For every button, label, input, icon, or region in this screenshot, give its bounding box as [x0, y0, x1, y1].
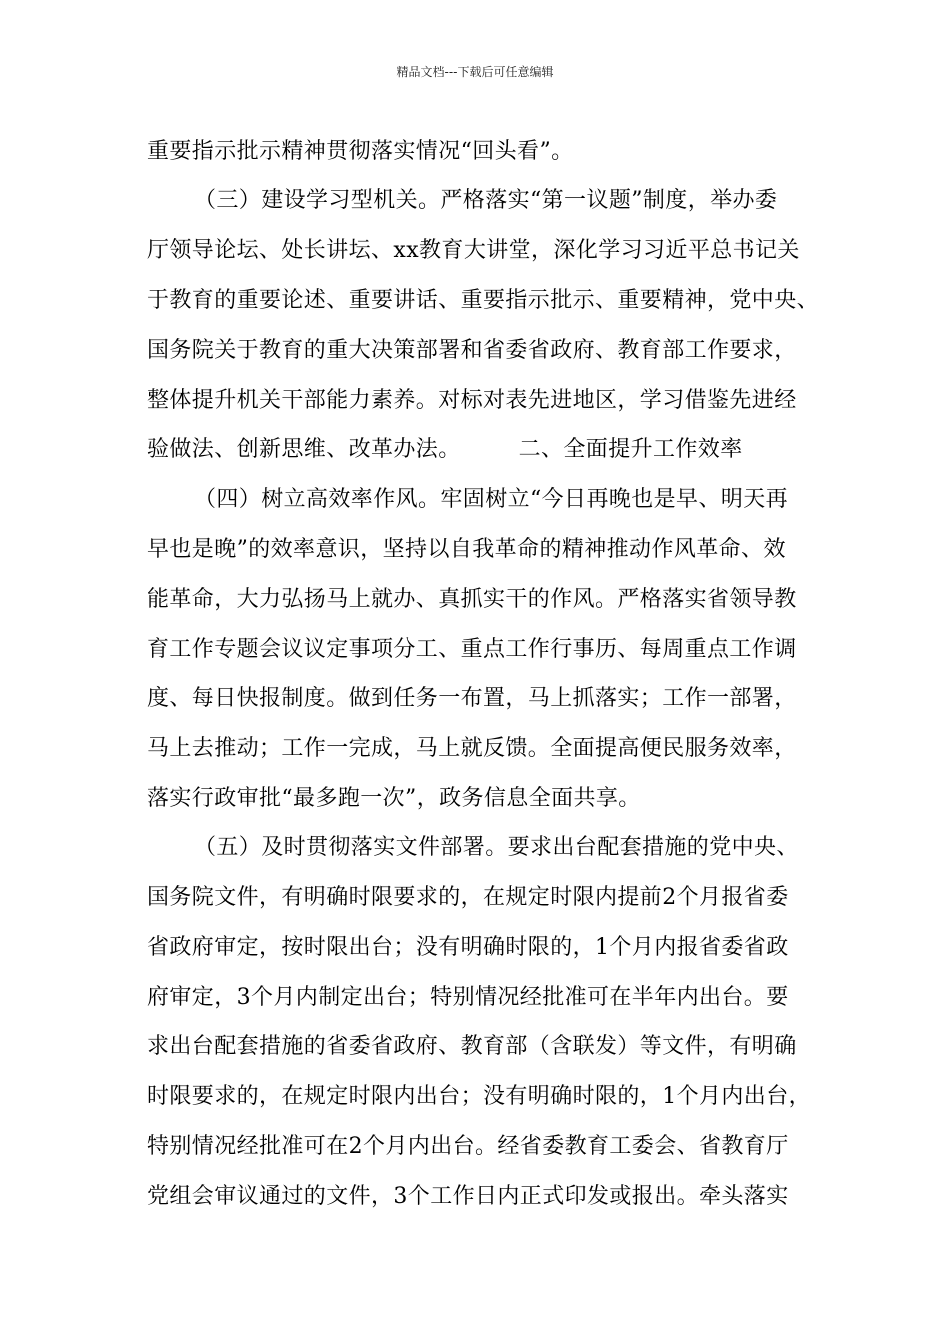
- paragraph-heading-5: （五）及时贯彻落实文件部署。要求出台配套措施的党中央、: [194, 835, 799, 860]
- text-line: 验做法、创新思维、改革办法。: [147, 437, 461, 462]
- text-line: 早也是晚”的效率意识，坚持以自我革命的精神推动作风革命、效: [147, 537, 786, 562]
- text-line: 厅领导论坛、处长讲坛、xx教育大讲堂，深化学习习近平总书记关: [147, 238, 800, 263]
- paragraph-heading-4: （四）树立高效率作风。牢固树立“今日再晚也是早、明天再: [194, 487, 789, 512]
- text-line: 于教育的重要论述、重要讲话、重要指示批示、重要精神，党中央、: [147, 288, 820, 313]
- text-line: 整体提升机关干部能力素养。对标对表先进地区，学习借鉴先进经: [147, 388, 797, 413]
- text-line: 重要指示批示精神贯彻落实情况“回头看”。: [147, 139, 574, 164]
- text-line: 马上去推动；工作一完成，马上就反馈。全面提高便民服务效率，: [147, 736, 797, 761]
- text-line: 育工作专题会议议定事项分工、重点工作行事历、每周重点工作调: [147, 637, 797, 662]
- text-line: 党组会审议通过的文件，3个工作日内正式印发或报出。牵头落实: [147, 1184, 789, 1209]
- text-line-with-section-heading: [147, 434, 743, 466]
- text-line: 求出台配套措施的省委省政府、教育部（含联发）等文件，有明确: [147, 1034, 797, 1059]
- text-line: 度、每日快报制度。做到任务一布置，马上抓落实；工作一部署，: [147, 686, 797, 711]
- text-line: 时限要求的，在规定时限内出台；没有明确时限的，1个月内出台，: [147, 1084, 811, 1109]
- text-line: 府审定，3个月内制定出台；特别情况经批准可在半年内出台。要: [147, 985, 789, 1010]
- text-line: 特别情况经批准可在2个月内出台。经省委教育工委会、省教育厅: [147, 1134, 789, 1159]
- text-line: 能革命，大力弘扬马上就办、真抓实干的作风。严格落实省领导教: [147, 587, 797, 612]
- text-line: 省政府审定，按时限出台；没有明确时限的，1个月内报省委省政: [147, 935, 789, 960]
- paragraph-heading-3: （三）建设学习型机关。严格落实“第一议题”制度，举办委: [194, 188, 778, 213]
- section-heading-2: 二、全面提升工作效率: [518, 437, 743, 462]
- text-line: 落实行政审批“最多跑一次”，政务信息全面共享。: [147, 786, 641, 811]
- text-line: 国务院文件，有明确时限要求的，在规定时限内提前2个月报省委: [147, 885, 789, 910]
- text-line: 国务院关于教育的重大决策部署和省委省政府、教育部工作要求，: [147, 338, 797, 363]
- page-header: 精品文档---下载后可任意编辑: [396, 65, 554, 79]
